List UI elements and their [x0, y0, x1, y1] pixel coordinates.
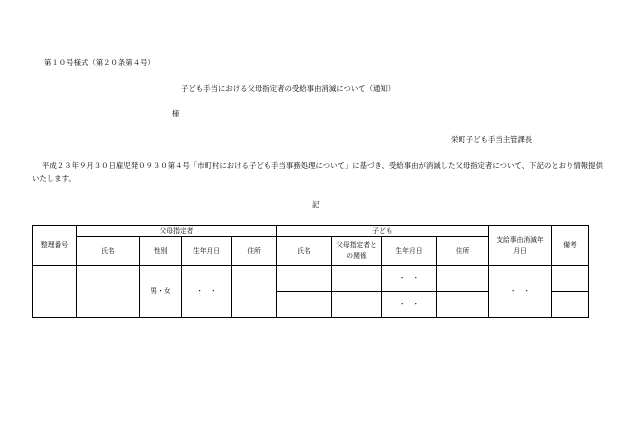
document-title: 子ども手当における父母指定者の受給事由消滅について（通知） [181, 84, 396, 93]
cell-parent-dob: ・ ・ [182, 266, 232, 318]
header-parent-designee: 父母指定者 [77, 226, 277, 237]
header-serial-number: 整理番号 [33, 226, 77, 266]
cell-serial-number [33, 266, 77, 318]
cell-parent-address [232, 266, 277, 318]
cell-child-relationship-1 [332, 266, 382, 292]
form-number: 第１０号様式（第２０条第４号） [44, 58, 155, 67]
subheader-child-relationship: 父母指定者との関係 [332, 237, 382, 266]
subheader-parent-dob: 生年月日 [182, 237, 232, 266]
cell-parent-name [77, 266, 140, 318]
cell-child-dob-2: ・ ・ [382, 292, 437, 318]
information-table [32, 225, 589, 318]
cell-child-address-1 [437, 266, 489, 292]
cell-child-address-2 [437, 292, 489, 318]
subheader-child-name: 氏名 [277, 237, 332, 266]
header-payment-end-date: 支給事由消滅年月日 [489, 226, 552, 266]
subheader-child-address: 住所 [437, 237, 489, 266]
subheader-child-dob: 生年月日 [382, 237, 437, 266]
cell-remarks-2 [552, 292, 589, 318]
addressee-suffix: 様 [172, 109, 180, 118]
cell-child-name-1 [277, 266, 332, 292]
header-remarks: 備考 [552, 226, 589, 266]
cell-child-dob-1: ・ ・ [382, 266, 437, 292]
cell-child-relationship-2 [332, 292, 382, 318]
header-child: 子ども [277, 226, 489, 237]
ki-heading: 記 [312, 200, 320, 209]
subheader-parent-name: 氏名 [77, 237, 140, 266]
cell-child-name-2 [277, 292, 332, 318]
sender-name: 栄町子ども手当主管課長 [451, 135, 533, 144]
subheader-parent-address: 住所 [232, 237, 277, 266]
cell-payment-end-date: ・ ・ [489, 266, 552, 318]
cell-parent-gender: 男・女 [140, 266, 182, 318]
body-paragraph: 平成２３年９月３０日雇児発０９３０第４号「市町村における子ども手当事務処理について」に基づき、受給事由が消滅した父母指定者について、下記のとおり情報提供いたします。 [32, 161, 603, 184]
subheader-parent-gender: 性別 [140, 237, 182, 266]
cell-remarks-1 [552, 266, 589, 292]
